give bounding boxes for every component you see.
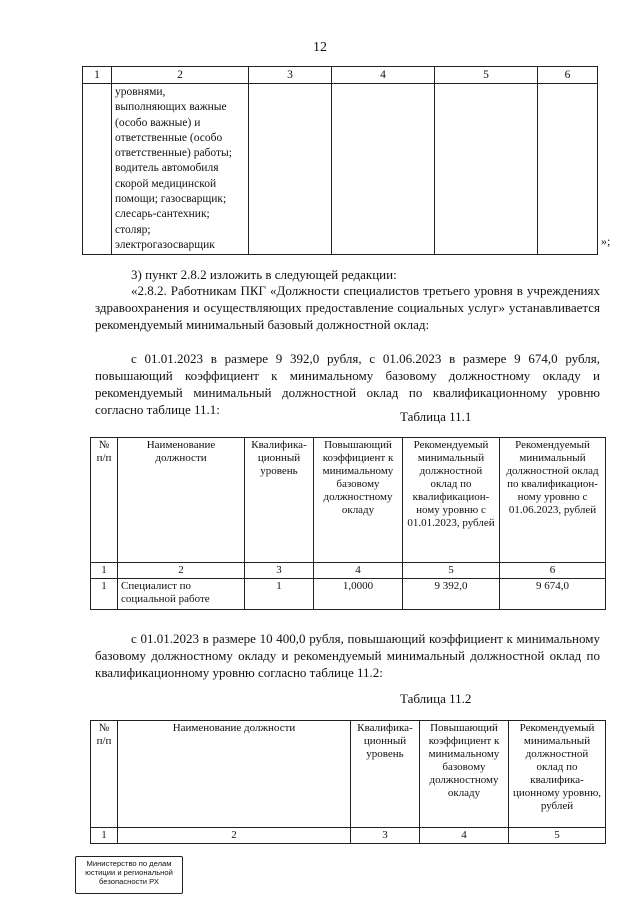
- row-position: Специалист по социальной работе: [118, 579, 245, 610]
- row-salary-jun: 9 674,0: [500, 579, 606, 610]
- position-line: ответственные (особо: [115, 131, 223, 144]
- top-table: [82, 66, 598, 255]
- col-number: 1: [91, 828, 118, 844]
- table-11-2-number-row: [91, 828, 606, 844]
- position-line: слесарь-сантехник;: [115, 208, 210, 221]
- col-number: 6: [500, 563, 606, 579]
- col-number: 2: [118, 828, 351, 844]
- position-line: уровнями,: [115, 86, 166, 98]
- top-header-cell: 1: [83, 67, 112, 84]
- col-header-salary-jan: Рекомендуемый минимальный должностной оклад по квалификацион-ному уровню с 01.01.2023, рублей: [403, 438, 500, 563]
- row-number: 1: [91, 579, 118, 610]
- col-number: 5: [403, 563, 500, 579]
- col-header-position: Наименование должности: [118, 438, 245, 563]
- top-header-cell: 3: [249, 67, 332, 84]
- table-11-1-number-row: [91, 563, 606, 579]
- top-header-cell: 2: [112, 67, 249, 84]
- col-header-position: Наименование должности: [118, 721, 351, 828]
- paragraph-rate-10400: с 01.01.2023 в размере 10 400,0 рубля, повышающий коэффициент к минимальному базовому должностному окладу и рекомендуемый минимальный должностной оклад по квалификационному уровню согласно таблице 11.2:: [95, 631, 600, 680]
- col-number: 1: [91, 563, 118, 579]
- col-number: 4: [420, 828, 509, 844]
- col-header-salary-jun: Рекомендуемый минимальный должностной оклад по квалификацион-ному уровню с 01.06.2023, рублей: [500, 438, 606, 563]
- top-cell-empty: [249, 84, 332, 255]
- position-line: скорой медицинской: [115, 177, 217, 190]
- col-header-coefficient: Повышающий коэффициент к минимальному базовому должностному окладу: [314, 438, 403, 563]
- position-line: электрогазосварщик: [115, 238, 215, 251]
- row-salary-jan: 9 392,0: [403, 579, 500, 610]
- col-number: 5: [509, 828, 606, 844]
- paragraph-rates-2023: с 01.01.2023 в размере 9 392,0 рубля, с 01.06.2023 в размере 9 674,0 рубля, повышающий коэффициент к минимальному базовому должностному окладу и рекомендуемый минимальный должностной оклад по квалификационному уровню согласно таблице 11.1:: [95, 351, 600, 417]
- closing-quote: »;: [601, 234, 611, 248]
- stamp-line: Министерство по делам: [86, 859, 172, 868]
- paragraph-2-8-2: «2.8.2. Работникам ПКГ «Должности специалистов третьего уровня в учреждениях здравоохранения и осуществляющих предоставление социальных услуг» устанавливается рекомендуемый минимальный базовый должностной оклад:: [95, 283, 600, 332]
- ministry-stamp: [75, 856, 183, 894]
- position-line: столяр;: [115, 223, 151, 236]
- table-11-2-header-row: [91, 721, 606, 828]
- top-cell-positions: [112, 84, 249, 255]
- col-number: 2: [118, 563, 245, 579]
- position-line: водитель автомобиля: [115, 162, 219, 175]
- col-number: 4: [314, 563, 403, 579]
- row-coefficient: 1,0000: [314, 579, 403, 610]
- position-line: ответственные) работы;: [115, 147, 232, 160]
- col-header-level: Квалифика-ционный уровень: [351, 721, 420, 828]
- row-level: 1: [245, 579, 314, 610]
- page-number: 12: [313, 40, 327, 55]
- col-header-number: № п/п: [91, 438, 118, 563]
- top-header-cell: 4: [332, 67, 435, 84]
- col-number: 3: [245, 563, 314, 579]
- top-table-row: [83, 84, 598, 255]
- stamp-line: юстиции и региональной: [85, 868, 173, 877]
- table-11-2-caption: Таблица 11.2: [400, 691, 472, 706]
- position-line: помощи; газосварщик;: [115, 193, 227, 206]
- top-cell-empty: [435, 84, 538, 255]
- top-table-header-row: [83, 67, 598, 84]
- table-11-2: [90, 720, 606, 844]
- col-header-coefficient: Повышающий коэффициент к минимальному базовому должностному окладу: [420, 721, 509, 828]
- paragraph-item-3: 3) пункт 2.8.2 изложить в следующей редакции:: [131, 267, 397, 282]
- table-11-1: [90, 437, 606, 610]
- col-header-level: Квалифика-ционный уровень: [245, 438, 314, 563]
- col-header-salary: Рекомендуемый минимальный должностной оклад по квалифика-ционному уровню, рублей: [509, 721, 606, 828]
- top-cell-empty: [538, 84, 598, 255]
- top-cell-empty: [83, 84, 112, 255]
- position-line: (особо важные) и: [115, 116, 201, 129]
- top-header-cell: 5: [435, 67, 538, 84]
- stamp-line: безопасности РХ: [99, 877, 159, 886]
- col-number: 3: [351, 828, 420, 844]
- position-line: выполняющих важные: [115, 101, 227, 114]
- top-cell-empty: [332, 84, 435, 255]
- table-row: [91, 579, 606, 610]
- top-header-cell: 6: [538, 67, 598, 84]
- col-header-number: № п/п: [91, 721, 118, 828]
- table-11-1-header-row: [91, 438, 606, 563]
- table-11-1-caption: Таблица 11.1: [400, 409, 472, 424]
